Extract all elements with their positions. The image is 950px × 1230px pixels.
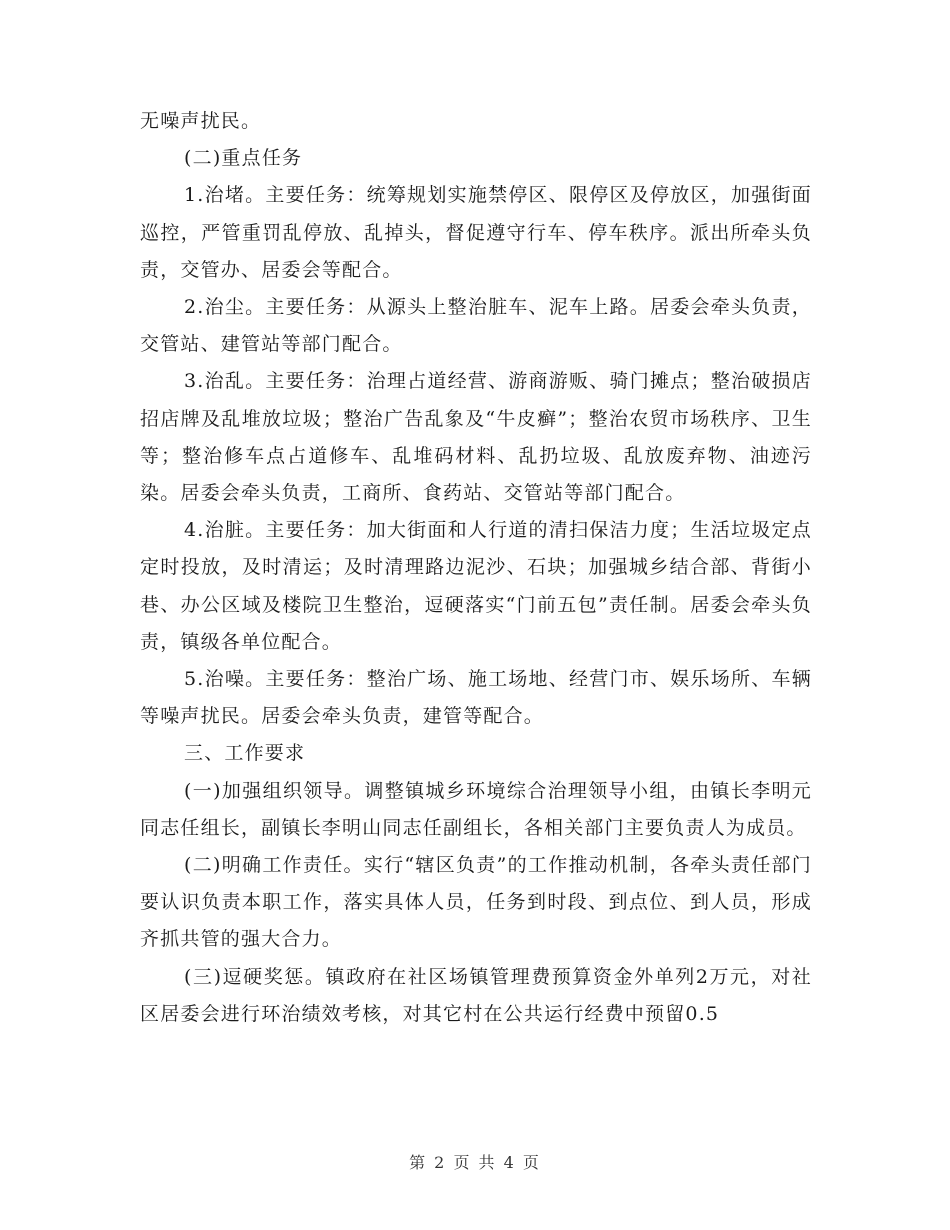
paragraph-requirement-responsibility: (二)明确工作责任。实行“辖区负责”的工作推动机制，各牵头责任部门要认识负责本职工作，落实具体人员，任务到时段、到点位、到人员，形成齐抓共管的强大合力。 <box>140 854 812 951</box>
paragraph-task-disorder: 3.治乱。主要任务：治理占道经营、游商游贩、骑门摊点；整治破损店招店牌及乱堆放垃圾；整治广告乱象及“牛皮癣”；整治农贸市场秩序、卫生等；整治修车点占道修车、乱堆码材料、乱扔垃圾、乱放废弃物、油迹污染。居委会牵头负责，工商所、食药站、交管站等部门配合。 <box>140 370 812 505</box>
paragraph-task-dirt: 4.治脏。主要任务：加大街面和人行道的清扫保洁力度；生活垃圾定点定时投放，及时清运；及时清理路边泥沙、石块；加强城乡结合部、背街小巷、办公区域及楼院卫生整治，逗硬落实“门前五包”责任制。居委会牵头负责，镇级各单位配合。 <box>140 519 812 653</box>
section-heading-work-requirements: 三、工作要求 <box>184 742 306 765</box>
document-body <box>140 103 812 1033</box>
paragraph-1: 无噪声扰民。 <box>140 110 262 132</box>
paragraph-requirement-leadership: (一)加强组织领导。调整镇城乡环境综合治理领导小组，由镇长李明元同志任组长，副镇长李明山同志任副组长，各相关部门主要负责人为成员。 <box>140 779 812 839</box>
paragraph-requirement-rewards: (三)逗硬奖惩。镇政府在社区场镇管理费预算资金外单列2万元，对社区居委会进行环治绩效考核，对其它村在公共运行经费中预留0.5 <box>140 965 812 1025</box>
paragraph-task-noise: 5.治噪。主要任务：整治广场、施工场地、经营门市、娱乐场所、车辆等噪声扰民。居委会牵头负责，建管等配合。 <box>140 668 812 728</box>
page-number: 第 2 页 共 4 页 <box>409 1153 541 1172</box>
section-heading-key-tasks: (二)重点任务 <box>184 147 303 170</box>
paragraph-task-congestion: 1.治堵。主要任务：统筹规划实施禁停区、限停区及停放区，加强街面巡控，严管重罚乱停放、乱掉头，督促遵守行车、停车秩序。派出所牵头负责，交管办、居委会等配合。 <box>140 184 812 281</box>
paragraph-task-dust: 2.治尘。主要任务：从源头上整治脏车、泥车上路。居委会牵头负责，交管站、建管站等部门配合。 <box>140 296 812 356</box>
page-footer <box>0 1150 950 1173</box>
